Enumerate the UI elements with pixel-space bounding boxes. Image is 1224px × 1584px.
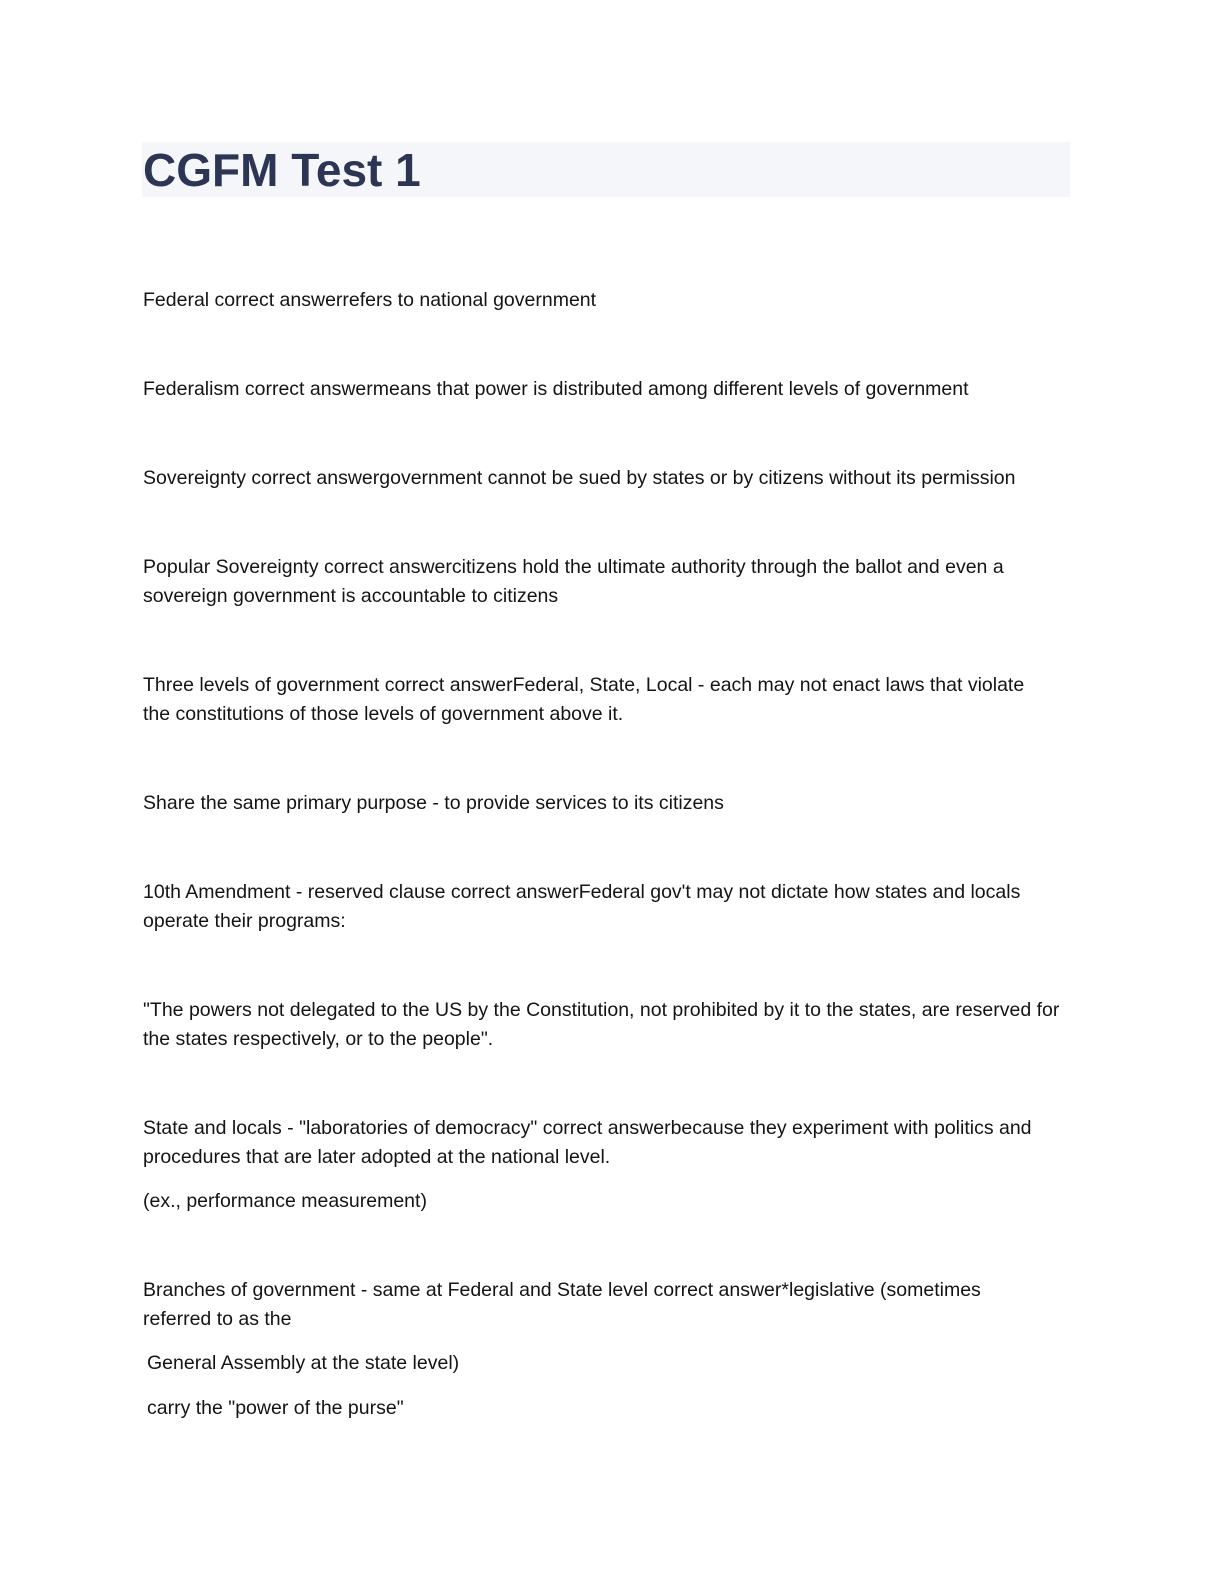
paragraph-quote: "The powers not delegated to the US by the Constitution, not prohibited by it to the states, are reserved for the states respectively, or to the people". bbox=[143, 999, 1060, 1050]
paragraph-general-assembly: General Assembly at the state level) bbox=[147, 1352, 460, 1374]
paragraph-primary-purpose: Share the same primary purpose - to provide services to its citizens bbox=[143, 792, 724, 814]
paragraph-example: (ex., performance measurement) bbox=[143, 1190, 427, 1212]
paragraph-sovereignty: Sovereignty correct answergovernment cannot be sued by states or by citizens without its permission bbox=[143, 467, 1016, 489]
document-title: CGFM Test 1 bbox=[143, 144, 421, 196]
paragraph-federal: Federal correct answerrefers to national government bbox=[143, 289, 597, 311]
paragraph-popular-sovereignty: Popular Sovereignty correct answercitizens hold the ultimate authority through the ballot and even a sovereign government is accountable to citizens bbox=[143, 556, 1004, 607]
paragraph-three-levels: Three levels of government correct answerFederal, State, Local - each may not enact laws that violate the constitutions of those levels of government above it. bbox=[143, 674, 1025, 725]
paragraph-branches: Branches of government - same at Federal and State level correct answer*legislative (sometimes referred to as the bbox=[143, 1279, 981, 1330]
paragraph-power-of-purse: carry the "power of the purse" bbox=[147, 1397, 404, 1419]
paragraph-tenth-amendment: 10th Amendment - reserved clause correct answerFederal gov't may not dictate how states and locals operate their programs: bbox=[143, 881, 1021, 932]
paragraph-laboratories: State and locals - "laboratories of democracy" correct answerbecause they experiment with politics and procedures that are later adopted at the national level. bbox=[143, 1117, 1032, 1168]
paragraph-federalism: Federalism correct answermeans that power is distributed among different levels of government bbox=[143, 378, 969, 400]
